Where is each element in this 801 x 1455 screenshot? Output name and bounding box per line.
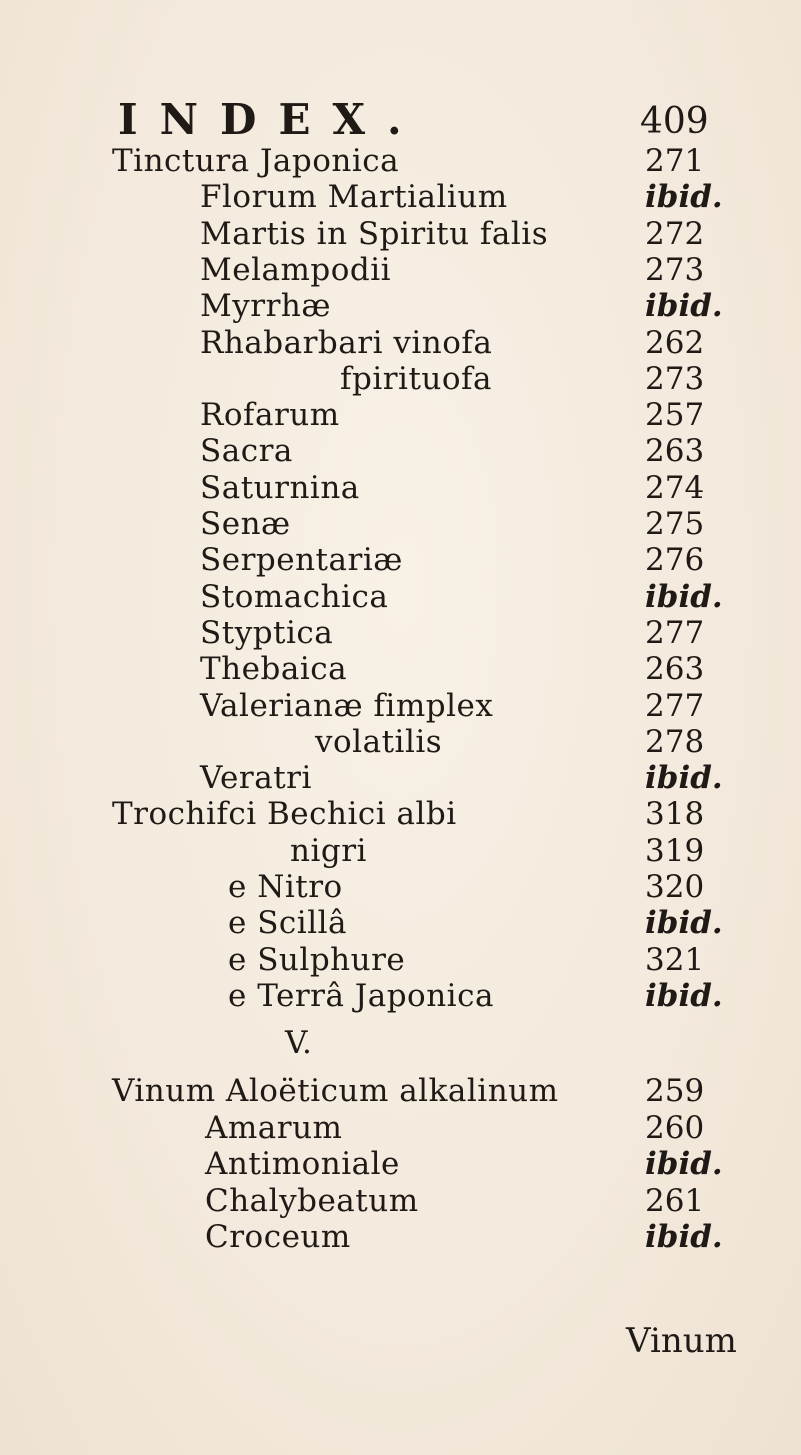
entry-page: 320: [645, 869, 705, 905]
index-entry: [0, 1219, 801, 1263]
entry-page: 260: [645, 1109, 705, 1146]
entry-page: 261: [645, 1182, 705, 1219]
entry-page: 259: [645, 1073, 705, 1109]
entry-label: fpirituofa: [340, 360, 493, 397]
entry-label: Senæ: [200, 506, 291, 542]
entry-label: Myrrhæ: [200, 288, 331, 325]
entry-page: ibid.: [645, 760, 723, 797]
entry-label: Rofarum: [200, 397, 340, 434]
entry-label: Saturnina: [200, 469, 360, 506]
entry-page: 272: [645, 215, 705, 252]
entry-page: ibid.: [645, 977, 723, 1014]
entry-page: 318: [645, 796, 705, 833]
entry-page: ibid.: [645, 179, 723, 216]
entry-label: Vinum Aloëticum alkalinum: [112, 1073, 559, 1109]
entry-label: e Scillâ: [228, 905, 348, 942]
catchword: Vinum: [626, 1321, 737, 1361]
entry-page: ibid.: [645, 1146, 723, 1182]
entry-page: 263: [645, 433, 705, 470]
entry-label: e Sulphure: [228, 941, 406, 978]
entry-label: Melampodii: [200, 251, 392, 288]
entry-label: Rhabarbari vinofa: [200, 324, 493, 361]
entry-page: 321: [645, 941, 705, 978]
entry-label: Martis in Spiritu falis: [200, 215, 549, 252]
section-letter: V.: [285, 1025, 312, 1061]
entry-label: e Nitro: [228, 869, 343, 905]
entry-label: Chalybeatum: [205, 1182, 419, 1219]
entry-page: ibid.: [645, 578, 723, 615]
entry-page: 273: [645, 360, 705, 397]
entry-label: Stomachica: [200, 578, 389, 615]
page-header: [0, 95, 801, 145]
entry-label: Amarum: [205, 1109, 343, 1146]
index-entry: [0, 978, 801, 1022]
entry-page: 262: [645, 324, 705, 361]
section-heading: [0, 1025, 801, 1069]
entry-label: volatilis: [315, 723, 443, 760]
entry-page: 263: [645, 651, 705, 688]
entry-label: Thebaica: [200, 651, 348, 688]
index-title: INDEX.: [118, 95, 424, 144]
entry-page: 278: [645, 723, 705, 760]
entry-page: ibid.: [645, 288, 723, 325]
entry-label: Valerianæ fimplex: [200, 687, 494, 724]
entry-page: 257: [645, 397, 705, 434]
entry-label: Croceum: [205, 1219, 351, 1255]
entry-page: ibid.: [645, 905, 723, 942]
entry-label: Sacra: [200, 433, 293, 470]
entry-page: ibid.: [645, 1219, 723, 1255]
entry-page: 273: [645, 251, 705, 288]
entry-label: Trochifci Bechici albi: [112, 796, 457, 833]
entry-label: Serpentariæ: [200, 542, 403, 579]
entry-page: 276: [645, 542, 705, 579]
entry-label: Antimoniale: [205, 1146, 400, 1182]
entry-page: 277: [645, 687, 705, 724]
entry-page: 319: [645, 832, 705, 869]
entry-page: 274: [645, 469, 705, 506]
entry-page: 271: [645, 143, 705, 179]
entry-label: Veratri: [200, 760, 312, 797]
entry-page: 275: [645, 506, 705, 542]
entry-label: Florum Martialium: [200, 179, 508, 216]
entry-label: Tinctura Japonica: [112, 143, 400, 179]
page-number: 409: [640, 101, 709, 142]
entry-label: nigri: [290, 832, 367, 869]
entry-page: 277: [645, 614, 705, 651]
entry-label: Styptica: [200, 614, 334, 651]
entry-label: e Terrâ Japonica: [228, 977, 494, 1014]
